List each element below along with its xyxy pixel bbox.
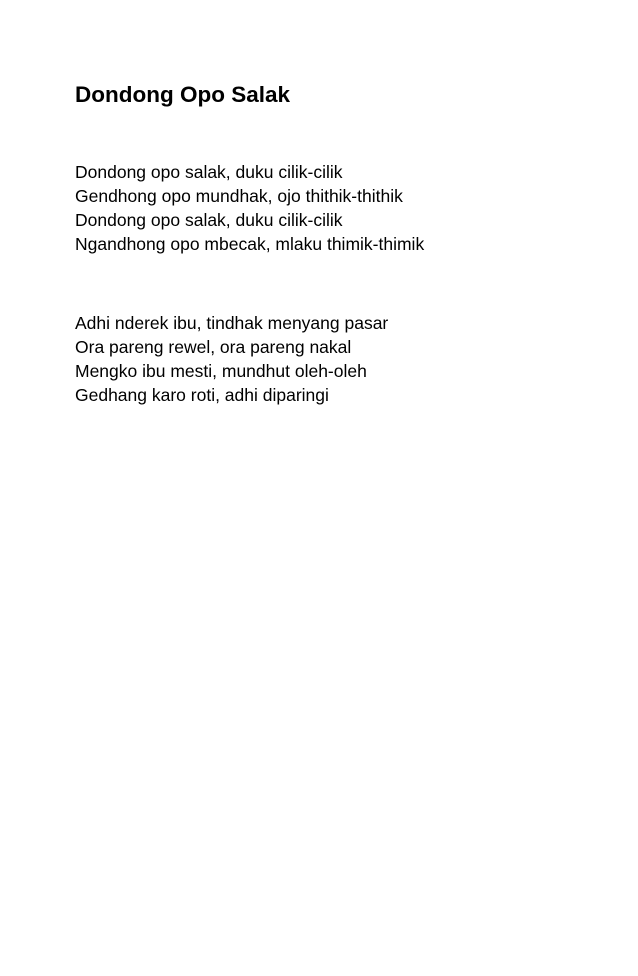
stanza-1 — [75, 160, 424, 256]
stanza-2-line-2: Ora pareng rewel, ora pareng nakal — [75, 337, 352, 357]
stanza-1-line-1: Dondong opo salak, duku cilik-cilik — [75, 162, 343, 182]
stanza-1-line-3: Dondong opo salak, duku cilik-cilik — [75, 210, 343, 230]
stanza-1-line-2: Gendhong opo mundhak, ojo thithik-thithik — [75, 186, 403, 206]
stanza-2 — [75, 311, 388, 407]
stanza-2-line-1: Adhi nderek ibu, tindhak menyang pasar — [75, 313, 389, 333]
stanza-1-line-4: Ngandhong opo mbecak, mlaku thimik-thimik — [75, 234, 425, 254]
stanza-2-line-3: Mengko ibu mesti, mundhut oleh-oleh — [75, 361, 367, 381]
stanza-2-line-4: Gedhang karo roti, adhi diparingi — [75, 385, 329, 405]
song-title: Dondong Opo Salak — [75, 82, 291, 107]
